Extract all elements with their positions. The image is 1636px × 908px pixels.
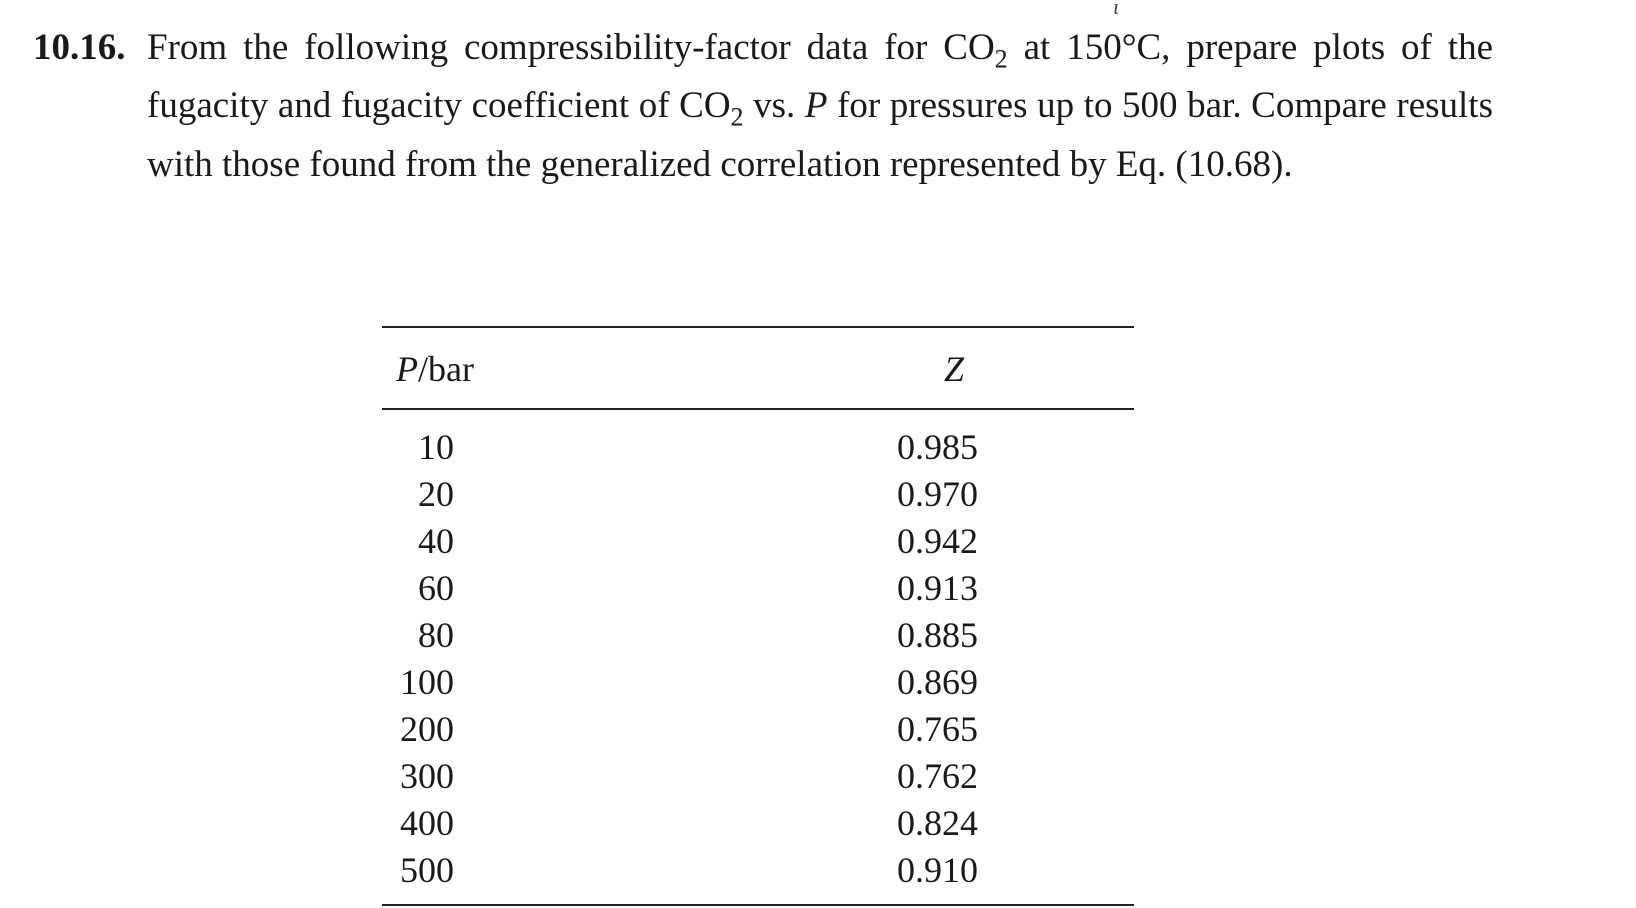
problem-text-part4: for pressures up to 500 bar. Compare results with those found from the generalized correlation represented by Eq. (10.68). — [147, 85, 1493, 185]
header-p-var: P — [396, 349, 418, 389]
table-row — [382, 565, 1134, 612]
table-row — [382, 424, 1134, 471]
problem-text-part3: vs. — [743, 85, 805, 127]
cell-pressure: 60 — [418, 568, 454, 608]
table-row — [382, 659, 1134, 706]
table-bottom-rule — [382, 904, 1134, 906]
table-row — [382, 847, 1134, 894]
cell-z: 0.762 — [897, 756, 978, 796]
cell-pressure: 400 — [400, 803, 454, 843]
problem-text-part2: at 150°C, prepare plots of the fugacity and fugacity coefficient of CO — [147, 27, 1493, 127]
subscript-2b: 2 — [730, 102, 744, 132]
cell-z: 0.824 — [897, 803, 978, 843]
header-pressure — [396, 348, 474, 390]
cell-pressure: 80 — [418, 615, 454, 655]
header-z: Z — [943, 349, 965, 389]
cell-z: 0.913 — [897, 568, 978, 608]
cell-z: 0.970 — [897, 474, 978, 514]
table-row — [382, 706, 1134, 753]
header-p-unit: /bar — [418, 349, 474, 389]
cell-z: 0.942 — [897, 521, 978, 561]
table-body — [382, 410, 1134, 904]
cell-z: 0.985 — [897, 427, 978, 467]
cell-pressure: 500 — [400, 850, 454, 890]
cell-z: 0.869 — [897, 662, 978, 702]
problem-number: 10.16. — [33, 27, 126, 68]
stray-mark: ι — [1113, 0, 1120, 19]
table-row — [382, 800, 1134, 847]
table-row — [382, 612, 1134, 659]
table-row — [382, 471, 1134, 518]
table-row — [382, 753, 1134, 800]
cell-pressure: 20 — [418, 474, 454, 514]
cell-z: 0.765 — [897, 709, 978, 749]
cell-z: 0.885 — [897, 615, 978, 655]
data-table — [382, 326, 1134, 906]
cell-z: 0.910 — [897, 850, 978, 890]
subscript-2: 2 — [994, 44, 1008, 74]
variable-p: P — [804, 85, 828, 127]
table-header — [382, 328, 1134, 408]
cell-pressure: 100 — [400, 662, 454, 702]
cell-pressure: 10 — [418, 427, 454, 467]
problem-text-part1: From the following compressibility-factor data for CO — [147, 27, 995, 68]
cell-pressure: 300 — [400, 756, 454, 796]
problem-text — [147, 24, 1493, 188]
cell-pressure: 200 — [400, 709, 454, 749]
problem-statement — [33, 24, 1493, 188]
table-row — [382, 518, 1134, 565]
cell-pressure: 40 — [418, 521, 454, 561]
